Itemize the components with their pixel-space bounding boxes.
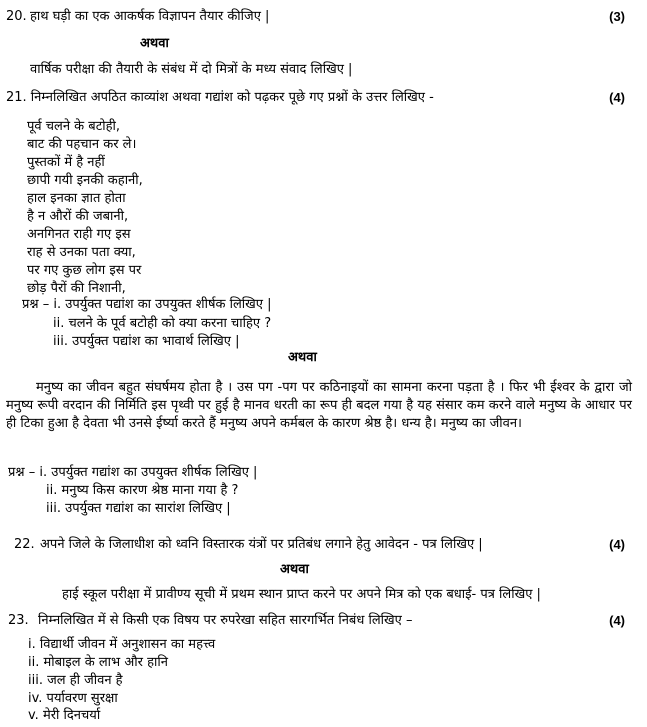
list-item: iii. जल ही जीवन है: [28, 673, 123, 688]
q22-text: अपने जिले के जिलाधीश को ध्वनि विस्तारक यंत्रों पर प्रतिबंध लगाने हेतु आवेदन - पत्र लिखिए |: [40, 537, 483, 552]
list-item: iv. पर्यावरण सुरक्षा: [28, 691, 118, 706]
list-item: v. मेरी दिनचर्या: [28, 708, 101, 723]
list-item: i. विद्यार्थी जीवन में अनुशासन का महत्त्व: [28, 637, 216, 652]
q22-number: 22.: [14, 537, 35, 552]
q21-heading: 21. निम्नलिखित अपठित काव्यांश अथवा गद्यांश को पढ़कर पूछे गए प्रश्नों के उत्तर लिखिए -: [6, 90, 434, 105]
poem-line: है न औरों की जबानी,: [27, 209, 129, 224]
q20-number: 20.: [6, 9, 27, 24]
q20-marks: (3): [609, 9, 625, 24]
prose-question-2: ii. मनुष्य किस कारण श्रेष्ठ माना गया है ?: [46, 483, 239, 498]
q21-marks: (4): [609, 90, 625, 105]
q23-marks: (4): [609, 613, 625, 628]
list-item: ii. मोबाइल के लाभ और हानि: [28, 655, 168, 670]
q23-text: निम्नलिखित में से किसी एक विषय पर रुपरेखा सहित सारगर्भित निबंध लिखिए –: [38, 613, 413, 628]
poem-question-2: ii. चलने के पूर्व बटोही को क्या करना चाहिए ?: [53, 316, 272, 331]
poem-line: हाल इनका ज्ञात होता: [27, 191, 126, 206]
poem-line: बाट की पहचान कर ले।: [27, 137, 137, 152]
poem-question-1: प्रश्न – i. उपर्युक्त पद्यांश का उपयुक्त शीर्षक लिखिए |: [22, 297, 272, 312]
q21-or: अथवा: [288, 350, 317, 365]
poem-line: छापी गयी इनकी कहानी,: [27, 173, 143, 188]
q23-number: 23.: [8, 613, 29, 628]
poem-question-3: iii. उपर्युक्त पद्यांश का भावार्थ लिखिए |: [53, 334, 240, 349]
q20-text: हाथ घड़ी का एक आकर्षक विज्ञापन तैयार कीजिए |: [30, 9, 270, 24]
q22-alt: हाई स्कूल परीक्षा में प्रावीण्य सूची में प्रथम स्थान प्राप्त करने पर अपने मित्र को एक बधाई- पत्र लिखिए |: [62, 587, 541, 602]
poem-line: पुस्तकों में है नहीं: [27, 155, 105, 170]
poem-line: राह से उनका पता क्या,: [27, 245, 136, 260]
poem-line: छोड़ पैरों की निशानी,: [27, 281, 126, 296]
q22-or: अथवा: [280, 562, 309, 577]
prose-question-1: प्रश्न – i. उपर्युक्त गद्यांश का उपयुक्त शीर्षक लिखिए |: [8, 465, 258, 480]
poem-line: पर गए कुछ लोग इस पर: [27, 263, 142, 278]
q22-marks: (4): [609, 537, 625, 552]
poem-line: पूर्व चलने के बटोही,: [27, 119, 121, 134]
q21-passage: मनुष्य का जीवन बहुत संघर्षमय होता है । उस पग -पग पर कठिनाइयों का सामना करना पड़ता है । फिर भी ईश्वर के द्वारा जो मनुष्य रूपी वरदान की निर्मिति इस पृथ्वी पर हुई है मानव धरती का रूप ही बदल गया है यह संसार कम करने वाले मनुष्य के आधार पर ही टिका हुआ है देवता भी उनसे ईर्ष्या करते हैं मनुष्य अपने कर्मबल के कारण श्रेष्ठ है। धन्य है। मनुष्य का जीवन।: [6, 380, 632, 431]
q20-alt: वार्षिक परीक्षा की तैयारी के संबंध में दो मित्रों के मध्य संवाद लिखिए |: [30, 62, 353, 77]
q20-or: अथवा: [140, 36, 169, 51]
poem-line: अनगिनत राही गए इस: [27, 227, 131, 242]
prose-question-3: iii. उपर्युक्त गद्यांश का सारांश लिखिए |: [46, 501, 231, 516]
